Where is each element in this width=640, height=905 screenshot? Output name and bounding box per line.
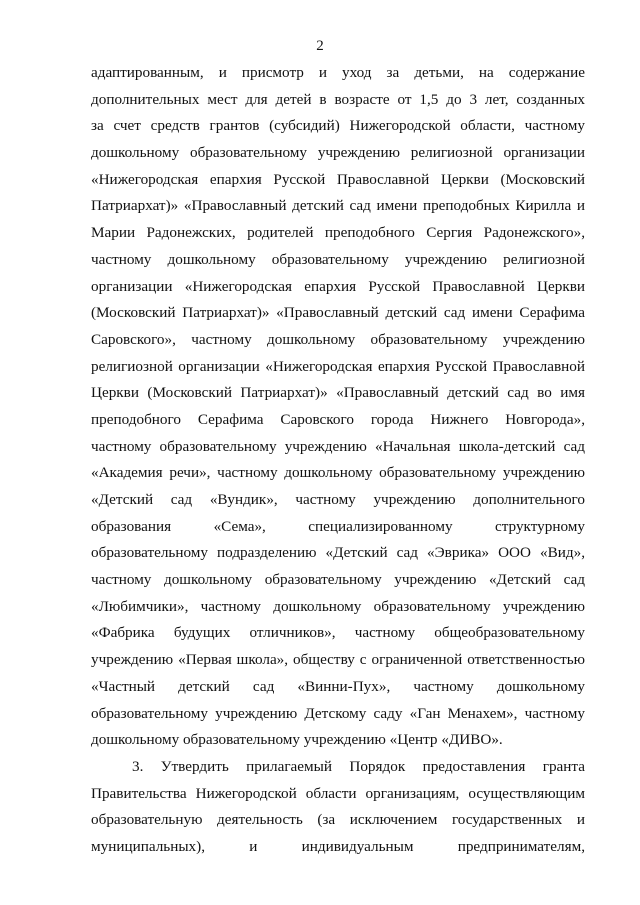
text-line: Марии Радонежских, родителей преподобного Сергия Радонежского»,: [91, 224, 585, 242]
document-body: [91, 60, 585, 861]
text-line: дополнительных мест для детей в возрасте от 1,5 до 3 лет, созданных: [91, 90, 585, 108]
text-line: «Нижегородская епархия Русской Православной Церкви (Московский: [91, 170, 585, 188]
text-line: образовательному учреждению Детскому саду «Ган Менахем», частному: [91, 704, 585, 722]
text-line: организации «Нижегородская епархия Русской Православной Церкви: [91, 277, 585, 295]
text-line: образовательную деятельность (за исключением государственных и: [91, 811, 585, 829]
text-line: частному образовательному учреждению «Начальная школа-детский сад: [91, 437, 585, 455]
text-line: за счет средств грантов (субсидий) Нижегородской области, частному: [91, 117, 585, 135]
text-line: образования «Сема», специализированному структурному: [91, 517, 585, 535]
text-line: адаптированным, и присмотр и уход за детьми, на содержание: [91, 64, 585, 81]
text-line: Патриархат)» «Православный детский сад имени преподобных Кирилла и: [91, 197, 585, 215]
text-line: «Академия речи», частному дошкольному образовательному учреждению: [91, 464, 585, 482]
text-line: преподобного Серафима Саровского города Нижнего Новгорода»,: [91, 410, 585, 428]
text-line: частному дошкольному образовательному учреждению религиозной: [91, 250, 585, 268]
text-line: Правительства Нижегородской области организациям, осуществляющим: [91, 784, 585, 802]
paragraph-end-line: дошкольному образовательному учреждению «Центр «ДИВО».: [91, 731, 503, 749]
text-line: учреждению «Первая школа», обществу с ограниченной ответственностью: [91, 651, 585, 669]
text-line: образовательному подразделению «Детский сад «Эврика» ООО «Вид»,: [91, 544, 585, 562]
text-line: религиозной организации «Нижегородская епархия Русской Православной: [91, 357, 585, 375]
text-line: «Детский сад «Вундик», частному учреждению дополнительного: [91, 491, 585, 508]
text-line: Саровского», частному дошкольному образовательному учреждению: [91, 330, 585, 348]
text-line: муниципальных), и индивидуальным предпринимателям,: [91, 837, 585, 855]
text-line: «Частный детский сад «Винни-Пух», частному дошкольному: [91, 677, 585, 695]
paragraph-start-line: 3. Утвердить прилагаемый Порядок предоставления гранта: [132, 757, 585, 775]
text-line: дошкольному образовательному учреждению религиозной организации: [91, 144, 585, 162]
text-line: «Любимчики», частному дошкольному образовательному учреждению: [91, 597, 585, 615]
text-line: (Московский Патриархат)» «Православный детский сад имени Серафима: [91, 304, 585, 322]
text-line: частному дошкольному образовательному учреждению «Детский сад: [91, 571, 585, 589]
text-line: «Фабрика будущих отличников», частному общеобразовательному: [91, 624, 585, 642]
page-number: 2: [316, 38, 324, 54]
text-line: Церкви (Московский Патриархат)» «Православный детский сад во имя: [91, 384, 585, 402]
